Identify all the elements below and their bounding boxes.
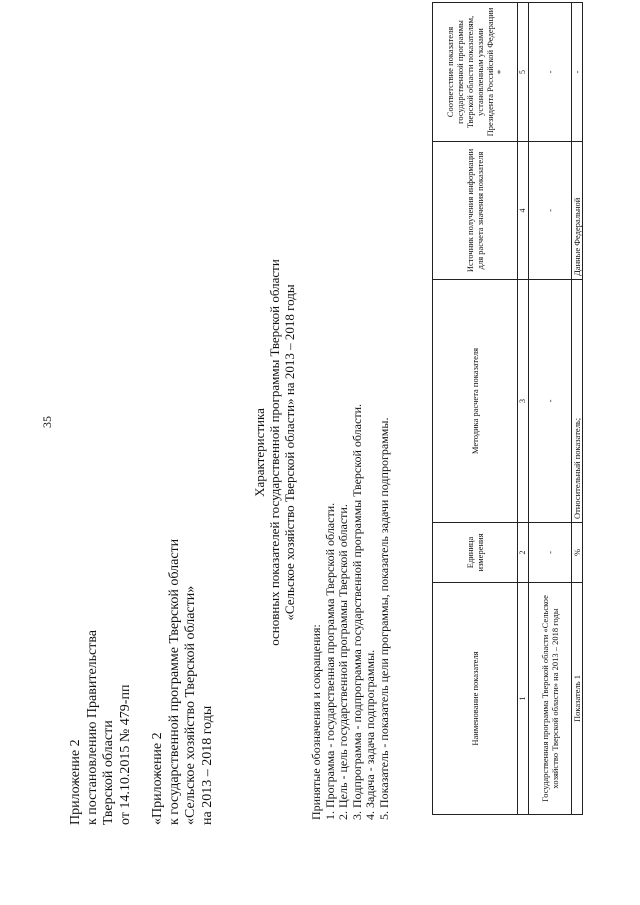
table-cell: % — [572, 523, 583, 583]
column-number: 4 — [518, 142, 529, 280]
abbreviation-item: 2. Цель - цель государственной программы Тверской области. — [336, 504, 351, 820]
appendix-block — [68, 539, 216, 825]
column-number: 5 — [518, 3, 529, 142]
title-line: «Сельское хозяйство Тверской области» на 2013 – 2018 годы — [282, 284, 297, 621]
table-header-cell: Наименование показателя — [433, 583, 518, 815]
table-cell: Показатель 1 — [572, 583, 583, 815]
indicators-table — [432, 2, 583, 815]
table-header-cell: Источник получения информации для расчета значения показателя — [433, 142, 518, 280]
column-number: 1 — [518, 583, 529, 815]
table-row — [572, 3, 583, 815]
abbreviation-item: 4. Задача - задача подпрограммы. — [363, 649, 378, 820]
abbreviation-item: 1. Программа - государственная программа Тверской области. — [322, 502, 337, 820]
spacer — [134, 539, 150, 825]
program-appendix-line: на 2013 – 2018 годы — [199, 705, 215, 825]
table-header-cell: Методика расчета показателя — [433, 280, 518, 523]
page-number: 35 — [40, 416, 54, 428]
table-cell: Относительный показатель; — [572, 280, 583, 523]
table-header-row — [433, 3, 518, 815]
title-line: Характеристика — [252, 408, 267, 497]
table-row — [529, 3, 572, 815]
table-column-numbers-row — [518, 3, 529, 815]
column-number: 3 — [518, 280, 529, 523]
table-header-cell: Соответствие показателя государственной программы Тверской области показателям, установленным указами Президента Российской Федерации * — [433, 3, 518, 142]
appendix-line: Тверской области — [101, 720, 116, 825]
appendix-line: от 14.10.2015 № 479-пп — [117, 684, 133, 825]
appendix-line: к постановлению Правительства — [84, 629, 100, 825]
table-cell: - — [529, 142, 572, 280]
appendix-line: Приложение 2 — [68, 739, 83, 825]
table-cell: - — [529, 280, 572, 523]
document-title — [252, 200, 297, 705]
program-appendix-line: к государственной программе Тверской области — [166, 538, 182, 825]
table-cell: Государственная программа Тверской области «Сельское хозяйство Тверской области» на 2013 – 2018 годы — [529, 583, 572, 815]
table-cell: - — [529, 523, 572, 583]
abbreviation-item: 3. Подпрограмма - подпрограмма государственной программы Тверской области. — [349, 404, 364, 820]
table-cell: - — [572, 3, 583, 142]
table-cell: - — [529, 3, 572, 142]
table-header-cell: Единица измерения — [433, 523, 518, 583]
column-number: 2 — [518, 523, 529, 583]
table-cell: Данные Федеральной — [572, 142, 583, 280]
abbreviations-heading: Принятые обозначения и сокращения: — [309, 624, 323, 820]
program-appendix-line: «Приложение 2 — [150, 732, 165, 825]
abbreviations-block — [310, 404, 392, 820]
program-appendix-line: «Сельское хозяйство Тверской области» — [183, 585, 198, 825]
title-line: основных показателей государственной программы Тверской области — [267, 259, 282, 646]
abbreviation-item: 5. Показатель - показатель цели программы, показатель задачи подпрограммы. — [376, 417, 391, 820]
